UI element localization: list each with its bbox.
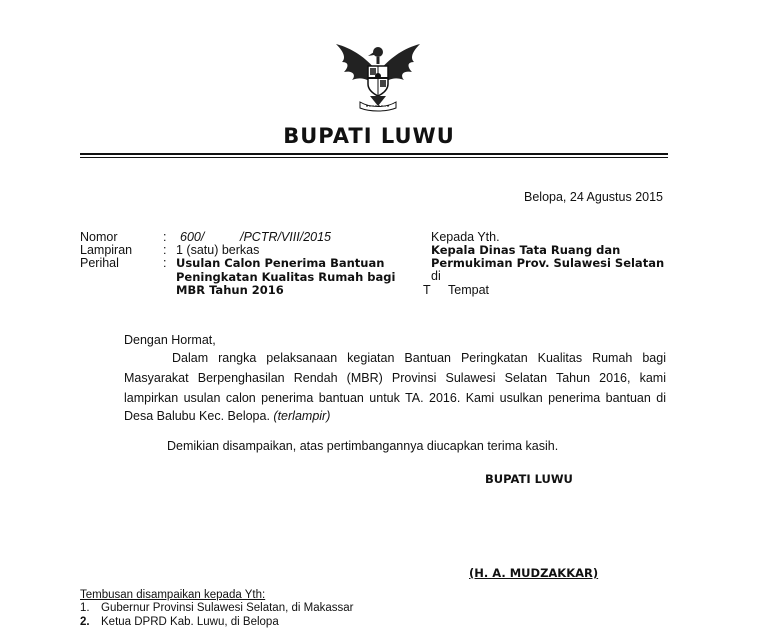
- garuda-emblem-icon: [330, 40, 426, 112]
- recipient-line-3: Permukiman Prov. Sulawesi Selatan: [431, 256, 665, 270]
- recipient-di: di: [431, 269, 441, 283]
- nomor-value-a: 600/: [180, 230, 205, 244]
- closing-line: Demikian disampaikan, atas pertimbangannya diucapkan terima kasih.: [167, 439, 559, 453]
- tembusan-item-2-text: Ketua DPRD Kab. Luwu, di Belopa: [101, 616, 279, 628]
- header-rule: [80, 153, 668, 155]
- body-line-2: Masyarakat Berpenghasilan Rendah (MBR) Provinsi Sulawesi Selatan Tahun 2016, kami: [124, 371, 666, 385]
- lampiran-label: Lampiran: [80, 243, 133, 257]
- perihal-line-3: MBR Tahun 2016: [176, 283, 284, 297]
- body-line-4: [124, 409, 330, 423]
- body-line-4-text: Desa Balubu Kec. Belopa.: [124, 409, 270, 423]
- nomor-value-b: /PCTR/VIII/2015: [240, 230, 332, 244]
- header-rule-thin: [80, 157, 668, 158]
- recipient-tempat: Tempat: [448, 283, 489, 297]
- tembusan-item-1-num: 1.: [80, 602, 90, 614]
- recipient-t: T: [423, 283, 431, 297]
- letterhead-title: BUPATI LUWU: [283, 124, 455, 148]
- lampiran-colon: :: [163, 243, 167, 257]
- perihal-label: Perihal: [80, 256, 119, 270]
- perihal-line-1: Usulan Calon Penerima Bantuan: [176, 256, 385, 270]
- place-date: Belopa, 24 Agustus 2015: [524, 190, 664, 204]
- nomor-label: Nomor: [80, 230, 118, 244]
- perihal-colon: :: [163, 256, 167, 270]
- body-line-1: Dalam rangka pelaksanaan kegiatan Bantuan Peringkatan Kualitas Rumah bagi: [172, 351, 666, 365]
- recipient-line-2: Kepala Dinas Tata Ruang dan: [431, 243, 621, 257]
- recipient-salutation: Kepada Yth.: [431, 230, 500, 244]
- tembusan-item-1-text: Gubernur Provinsi Sulawesi Selatan, di Makassar: [101, 602, 354, 614]
- greeting: Dengan Hormat,: [124, 333, 216, 347]
- nomor-colon: :: [163, 230, 167, 244]
- body-line-3: lampirkan usulan calon penerima bantuan untuk TA. 2016. Kami usulkan penerima bantuan di: [124, 391, 666, 405]
- perihal-line-2: Peningkatan Kualitas Rumah bagi: [176, 270, 396, 284]
- signature-name: (H. A. MUDZAKKAR): [469, 566, 599, 580]
- lampiran-value: 1 (satu) berkas: [176, 243, 260, 257]
- tembusan-heading: Tembusan disampaikan kepada Yth:: [80, 589, 266, 601]
- body-line-4-attachment: (terlampir): [273, 409, 331, 423]
- signature-title: BUPATI LUWU: [485, 472, 573, 486]
- tembusan-item-2-num: 2.: [80, 616, 90, 628]
